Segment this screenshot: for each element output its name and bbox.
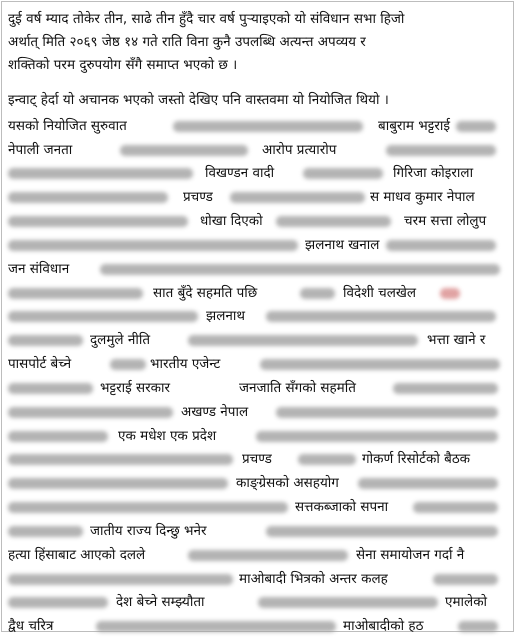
text-line: [8, 544, 508, 566]
text-line: [8, 377, 508, 399]
text-segment: देश बेच्ने सम्झ्यौता: [116, 594, 205, 610]
redacted-text: [8, 478, 228, 489]
text-line: [8, 496, 508, 518]
text-segment: काङ्ग्रेसको असहयोग: [236, 475, 339, 491]
redacted-text: [458, 621, 498, 632]
redacted-text: [276, 407, 498, 418]
text-segment: माओबादी भित्रको अन्तर कलह: [239, 571, 388, 587]
redacted-text: [8, 335, 83, 346]
text-line: [8, 591, 508, 613]
redacted-text: [300, 288, 335, 299]
text-segment: जन संविधान: [8, 261, 70, 277]
text-line: [8, 162, 508, 184]
text-segment: शक्तिको परम दुरुपयोग सँगै समाप्त भएको छ ।: [8, 57, 238, 73]
text-segment: अखण्ड नेपाल: [181, 404, 249, 420]
text-line: [8, 520, 508, 542]
text-segment: माओबादीको हठ: [343, 618, 424, 634]
text-line: [8, 234, 508, 256]
redacted-text: [456, 121, 496, 132]
redacted-text: [8, 383, 93, 394]
text-segment: नेपाली जनता: [8, 142, 73, 158]
redacted-text: [8, 574, 233, 585]
text-segment: आरोप प्रत्यारोप: [262, 142, 337, 158]
redacted-text: [8, 526, 83, 537]
redacted-text: [96, 621, 336, 632]
redacted-text: [258, 597, 438, 608]
redacted-text: [100, 264, 500, 275]
text-line: [8, 305, 508, 327]
redacted-text: [386, 240, 496, 251]
text-line: [8, 210, 508, 232]
text-segment: विखण्डन वादी: [205, 165, 275, 181]
redacted-text: [8, 288, 143, 299]
text-segment: चरम सत्ता लोलुप: [404, 213, 487, 229]
redacted-text: [8, 311, 198, 322]
text-line: [8, 186, 508, 208]
text-line: [8, 329, 508, 351]
text-segment: एमालेको: [445, 594, 488, 610]
text-segment: झलनाथ: [206, 308, 245, 324]
redacted-text: [393, 383, 498, 394]
text-segment: सत्तकब्जाको सपना: [295, 499, 389, 515]
redacted-text: [298, 454, 356, 465]
text-segment: गिरिजा कोइराला: [393, 165, 474, 181]
redacted-text: [433, 574, 498, 585]
text-segment: यसको नियोजित सुरुवात: [8, 118, 127, 134]
text-line: [8, 139, 508, 161]
text-segment: बाबुराम भट्टराई: [378, 118, 451, 134]
text-line: [8, 31, 508, 53]
text-line: [8, 8, 508, 30]
redacted-text: [256, 431, 498, 442]
redacted-text: [386, 145, 496, 156]
text-segment: इन्वाट् हेर्दा यो अचानक भएको जस्तो देखिए पनि वास्तवमा यो नियोजित थियो ।: [8, 92, 389, 108]
redacted-text: [188, 550, 348, 561]
text-segment: विदेशी चलखेल: [343, 285, 417, 301]
text-segment: भत्ता खाने र: [427, 332, 486, 348]
text-segment: सेना समायोजन गर्दा नै: [356, 547, 465, 563]
redacted-text: [303, 168, 383, 179]
text-segment: झलनाथ खनाल: [305, 237, 380, 253]
redacted-text: [8, 502, 288, 513]
text-segment: भारतीय एजेन्ट: [150, 356, 221, 372]
text-line: [8, 115, 508, 137]
document-page: [1, 1, 514, 632]
redacted-text: [358, 478, 498, 489]
text-segment: प्रचण्ड: [183, 189, 213, 205]
text-segment: दुई वर्ष म्याद तोकेर तीन, साढे तीन हुँदै चार वर्ष पुऱ्याइएको यो संविधान सभा हिजो: [8, 11, 405, 27]
redacted-text: [8, 407, 173, 418]
redacted-text: [110, 359, 146, 370]
redacted-text: [8, 168, 193, 179]
text-segment: प्रचण्ड: [242, 451, 272, 467]
text-line: [8, 425, 508, 447]
text-line: [8, 54, 508, 76]
text-segment: स माधव कुमार नेपाल: [370, 189, 475, 205]
redacted-text: [276, 216, 391, 227]
text-line: [8, 472, 508, 494]
text-segment: गोकर्ण रिसोर्टको बैठक: [362, 451, 471, 467]
redacted-text: [8, 216, 188, 227]
text-line: [8, 353, 508, 375]
redacted-text: [266, 526, 498, 537]
redacted-text: [173, 121, 363, 132]
text-segment: सात बुँदे सहमति पछि: [153, 285, 258, 301]
text-segment: धोखा दिएको: [200, 213, 263, 229]
text-segment: पासपोर्ट बेच्ने: [8, 356, 72, 372]
text-line: [8, 401, 508, 423]
text-segment: जनजाति सँगको सहमति: [239, 380, 356, 396]
text-line: [8, 568, 508, 590]
redacted-text: [188, 335, 418, 346]
text-segment: हत्या हिंसाबाट आएको दलले: [8, 547, 146, 563]
redacted-text: [260, 359, 500, 370]
redacted-text: [8, 240, 298, 251]
redacted-text: [8, 431, 108, 442]
text-line: [8, 258, 508, 280]
text-segment: जातीय राज्य दिन्छु भनेर: [90, 523, 207, 539]
text-segment: द्वैध चरित्र: [8, 618, 54, 634]
text-segment: अर्थात् मिति २०६९ जेष्ठ १४ गते राति विना कुनै उपलब्धि अत्यन्त अपव्यय र: [8, 34, 366, 50]
text-line: [8, 282, 508, 304]
text-line: [8, 615, 508, 637]
redacted-text: [413, 502, 498, 513]
text-segment: भट्टराई सरकार: [100, 380, 171, 396]
text-segment: एक मधेश एक प्रदेश: [118, 428, 217, 444]
text-line: [8, 448, 508, 470]
redacted-text: [266, 311, 496, 322]
redacted-text: [230, 192, 365, 203]
redacted-text: [8, 192, 168, 203]
redacted-text: [120, 145, 248, 156]
text-line: [8, 89, 508, 111]
redacted-text: [8, 597, 108, 608]
text-segment: दुलमुले नीति: [90, 332, 151, 348]
redacted-text: [8, 454, 233, 465]
redacted-text: [440, 288, 460, 299]
